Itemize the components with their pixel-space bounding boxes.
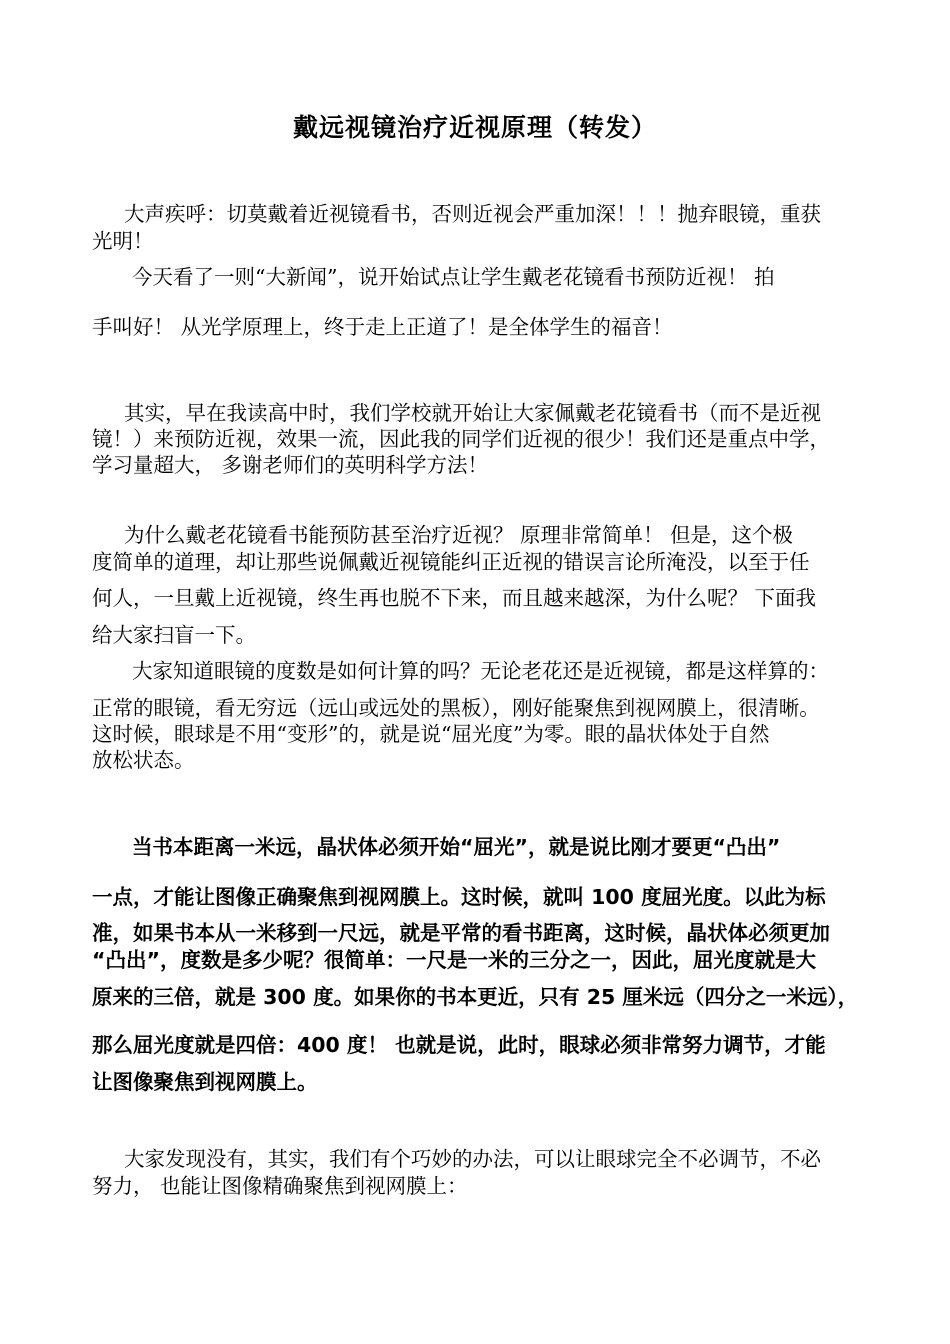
paragraph-line: 光明！ (92, 229, 154, 253)
bold-paragraph-line: 那么屈光度就是四倍：400 度！ 也就是说，此时，眼球必须非常努力调节，才能 (92, 1033, 826, 1057)
paragraph-line: 何人，一旦戴上近视镜，终生再也脱不下来，而且越来越深，为什么呢？ 下面我 (92, 586, 817, 610)
paragraph-line: 镜！）来预防近视，效果一流，因此我的同学们近视的很少！我们还是重点中学， (92, 427, 830, 451)
paragraph-line: 其实，早在我读高中时，我们学校就开始让大家佩戴老花镜看书（而不是近视 (124, 401, 821, 425)
bold-paragraph-line: 让图像聚焦到视网膜上。 (92, 1070, 318, 1094)
paragraph-line: 大家知道眼镜的度数是如何计算的吗？无论老花还是近视镜，都是这样算的： (132, 659, 829, 683)
document-title: 戴远视镜治疗近视原理（转发） (292, 113, 657, 142)
paragraph-line: 放松状态。 (92, 748, 195, 772)
bold-paragraph-line: 原来的三倍，就是 300 度。如果你的书本更近，只有 25 厘米远（四分之一米远）， (92, 985, 859, 1009)
paragraph-line: 学习量超大， 多谢老师们的英明科学方法！ (92, 453, 489, 477)
paragraph-line: 努力， 也能让图像精确聚焦到视网膜上： (92, 1174, 468, 1198)
paragraph-line: 为什么戴老花镜看书能预防甚至治疗近视？ 原理非常简单！ 但是，这个极 (124, 523, 794, 547)
paragraph-line: 正常的眼镜，看无穷远（远山或远处的黑板），刚好能聚焦到视网膜上，很清晰。 (92, 696, 820, 720)
paragraph-line: 今天看了一则“大新闻”，说开始试点让学生戴老花镜看书预防近视！ 拍 (132, 265, 775, 289)
paragraph-line: 度简单的道理，却让那些说佩戴近视镜能纠正近视的错误言论所淹没，以至于任 (92, 550, 810, 574)
bold-paragraph-line: 准，如果书本从一米移到一尺远，就是平常的看书距离，这时候，晶状体必须更加 (92, 921, 830, 945)
paragraph-line: 这时候，眼球是不用“变形”的，就是说“屈光度”为零。眼的晶状体处于自然 (92, 722, 770, 746)
paragraph-line: 大声疾呼：切莫戴着近视镜看书，否则近视会严重加深！！！抛弃眼镜，重获 (124, 202, 821, 226)
bold-paragraph-line: “凸出”，度数是多少呢？很简单：一尺是一米的三分之一，因此，屈光度就是大 (92, 948, 816, 972)
paragraph-line: 大家发现没有，其实，我们有个巧妙的办法，可以让眼球完全不必调节，不必 (124, 1147, 821, 1171)
paragraph-line: 手叫好！ 从光学原理上，终于走上正道了！是全体学生的福音！ (92, 315, 673, 339)
bold-paragraph-line: 当书本距离一米远，晶状体必须开始“屈光”，就是说比刚才要更“凸出” (132, 835, 781, 859)
paragraph-line: 给大家扫盲一下。 (92, 623, 256, 647)
bold-paragraph-line: 一点，才能让图像正确聚焦到视网膜上。这时候，就叫 100 度屈光度。以此为标 (92, 885, 826, 909)
